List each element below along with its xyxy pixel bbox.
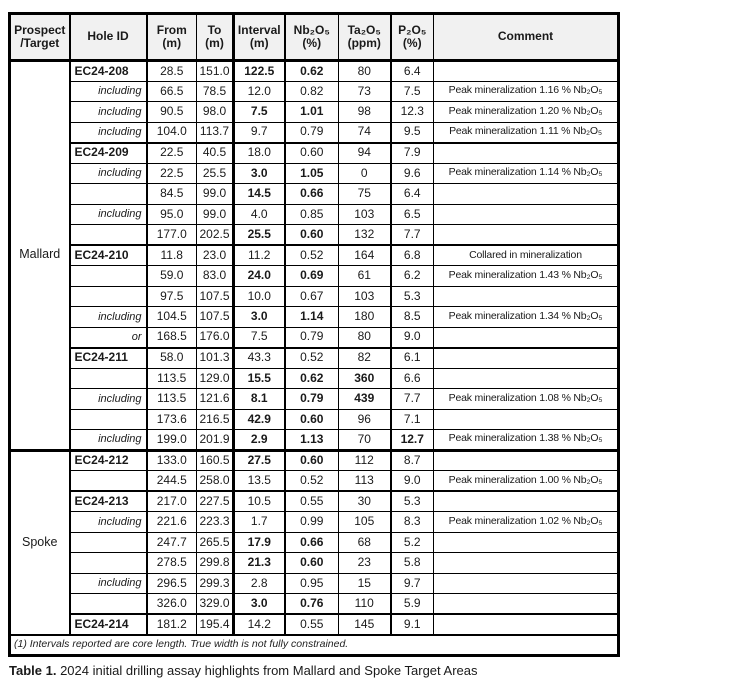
to-cell: 160.5 [197, 450, 234, 471]
nb2o5-cell: 0.66 [285, 532, 339, 553]
interval-cell: 2.8 [234, 573, 285, 594]
nb2o5-cell: 0.79 [285, 327, 339, 348]
hole-id-cell: EC24-210 [70, 245, 147, 266]
ta2o5-cell: 180 [339, 307, 391, 328]
from-cell: 113.5 [147, 368, 197, 389]
interval-cell: 25.5 [234, 225, 285, 246]
from-cell: 278.5 [147, 553, 197, 574]
to-cell: 40.5 [197, 143, 234, 164]
to-cell: 23.0 [197, 245, 234, 266]
ta2o5-cell: 145 [339, 614, 391, 635]
p2o5-cell: 9.6 [391, 163, 434, 184]
table-row [10, 553, 619, 574]
from-cell: 113.5 [147, 389, 197, 410]
interval-cell: 8.1 [234, 389, 285, 410]
interval-cell: 9.7 [234, 122, 285, 143]
ta2o5-cell: 164 [339, 245, 391, 266]
p2o5-cell: 5.3 [391, 491, 434, 512]
nb2o5-cell: 0.60 [285, 450, 339, 471]
comment-cell: Peak mineralization 1.34 % Nb₂O₅ [434, 307, 619, 328]
to-cell: 113.7 [197, 122, 234, 143]
nb2o5-cell: 1.01 [285, 102, 339, 123]
qualifier-cell [70, 409, 147, 430]
to-cell: 227.5 [197, 491, 234, 512]
ta2o5-cell: 94 [339, 143, 391, 164]
table-row [10, 163, 619, 184]
interval-cell: 27.5 [234, 450, 285, 471]
from-cell: 173.6 [147, 409, 197, 430]
header-hole-id [70, 14, 147, 61]
hole-id-cell: EC24-211 [70, 348, 147, 369]
ta2o5-cell: 75 [339, 184, 391, 205]
from-cell: 221.6 [147, 512, 197, 533]
ta2o5-cell: 15 [339, 573, 391, 594]
qualifier-cell [70, 532, 147, 553]
comment-cell [434, 450, 619, 471]
ta2o5-cell: 360 [339, 368, 391, 389]
comment-cell [434, 143, 619, 164]
comment-cell: Peak mineralization 1.43 % Nb₂O₅ [434, 266, 619, 287]
interval-cell: 7.5 [234, 327, 285, 348]
qualifier-cell: including [70, 430, 147, 451]
nb2o5-cell: 0.66 [285, 184, 339, 205]
prospect-group-cell: Mallard [10, 61, 70, 451]
ta2o5-cell: 80 [339, 61, 391, 82]
table-row [10, 307, 619, 328]
header-prospect-line2: /Target [20, 36, 60, 50]
interval-cell: 17.9 [234, 532, 285, 553]
nb2o5-cell: 0.95 [285, 573, 339, 594]
table-row [10, 348, 619, 369]
header-interval-line2: (m) [249, 36, 269, 50]
p2o5-cell: 9.1 [391, 614, 434, 635]
ta2o5-cell: 30 [339, 491, 391, 512]
to-cell: 258.0 [197, 471, 234, 492]
p2o5-cell: 9.0 [391, 471, 434, 492]
hole-id-cell: EC24-208 [70, 61, 147, 82]
table-row [10, 409, 619, 430]
p2o5-cell: 6.1 [391, 348, 434, 369]
comment-cell [434, 573, 619, 594]
table-row [10, 368, 619, 389]
ta2o5-cell: 61 [339, 266, 391, 287]
table-row [10, 184, 619, 205]
assay-table-container [8, 12, 620, 657]
header-ta2o5-line2: (ppm) [347, 36, 381, 50]
footnote-text: (1) Intervals reported are core length. True width is not fully constrained. [10, 635, 619, 656]
qualifier-cell: including [70, 512, 147, 533]
from-cell: 104.5 [147, 307, 197, 328]
p2o5-cell: 6.8 [391, 245, 434, 266]
nb2o5-cell: 0.52 [285, 471, 339, 492]
interval-cell: 1.7 [234, 512, 285, 533]
comment-cell: Peak mineralization 1.11 % Nb₂O₅ [434, 122, 619, 143]
from-cell: 22.5 [147, 143, 197, 164]
to-cell: 195.4 [197, 614, 234, 635]
comment-cell: Peak mineralization 1.38 % Nb₂O₅ [434, 430, 619, 451]
to-cell: 176.0 [197, 327, 234, 348]
ta2o5-cell: 80 [339, 327, 391, 348]
interval-cell: 15.5 [234, 368, 285, 389]
to-cell: 299.3 [197, 573, 234, 594]
qualifier-cell [70, 594, 147, 615]
comment-cell: Peak mineralization 1.14 % Nb₂O₅ [434, 163, 619, 184]
table-row [10, 143, 619, 164]
comment-cell: Collared in mineralization [434, 245, 619, 266]
header-ta2o5-line1: Ta₂O₅ [347, 22, 381, 37]
ta2o5-cell: 439 [339, 389, 391, 410]
from-cell: 168.5 [147, 327, 197, 348]
header-ta2o5 [339, 14, 391, 61]
from-cell: 28.5 [147, 61, 197, 82]
p2o5-cell: 5.3 [391, 286, 434, 307]
table-row [10, 81, 619, 102]
qualifier-cell: including [70, 102, 147, 123]
interval-cell: 10.5 [234, 491, 285, 512]
p2o5-cell: 12.7 [391, 430, 434, 451]
nb2o5-cell: 0.60 [285, 225, 339, 246]
p2o5-cell: 6.4 [391, 184, 434, 205]
table-row [10, 573, 619, 594]
hole-id-cell: EC24-213 [70, 491, 147, 512]
header-prospect-line1: Prospect [14, 22, 66, 37]
table-row [10, 532, 619, 553]
table-row [10, 512, 619, 533]
table-row [10, 430, 619, 451]
p2o5-cell: 6.4 [391, 61, 434, 82]
interval-cell: 3.0 [234, 163, 285, 184]
to-cell: 121.6 [197, 389, 234, 410]
from-cell: 22.5 [147, 163, 197, 184]
from-cell: 59.0 [147, 266, 197, 287]
ta2o5-cell: 23 [339, 553, 391, 574]
to-cell: 223.3 [197, 512, 234, 533]
interval-cell: 4.0 [234, 204, 285, 225]
p2o5-cell: 8.5 [391, 307, 434, 328]
header-from-line1: From [156, 22, 187, 37]
qualifier-cell [70, 225, 147, 246]
to-cell: 99.0 [197, 204, 234, 225]
interval-cell: 21.3 [234, 553, 285, 574]
comment-cell [434, 204, 619, 225]
ta2o5-cell: 103 [339, 286, 391, 307]
header-from [147, 14, 197, 61]
nb2o5-cell: 0.85 [285, 204, 339, 225]
qualifier-cell: including [70, 122, 147, 143]
nb2o5-cell: 0.82 [285, 81, 339, 102]
p2o5-cell: 6.2 [391, 266, 434, 287]
nb2o5-cell: 1.14 [285, 307, 339, 328]
table-caption [9, 663, 478, 678]
from-cell: 97.5 [147, 286, 197, 307]
qualifier-cell [70, 286, 147, 307]
comment-cell: Peak mineralization 1.00 % Nb₂O₅ [434, 471, 619, 492]
qualifier-cell: or [70, 327, 147, 348]
nb2o5-cell: 0.55 [285, 491, 339, 512]
p2o5-cell: 5.9 [391, 594, 434, 615]
nb2o5-cell: 0.79 [285, 122, 339, 143]
interval-cell: 122.5 [234, 61, 285, 82]
header-interval-line1: Interval [237, 22, 281, 37]
qualifier-cell: including [70, 307, 147, 328]
interval-cell: 3.0 [234, 307, 285, 328]
ta2o5-cell: 132 [339, 225, 391, 246]
to-cell: 299.8 [197, 553, 234, 574]
interval-cell: 12.0 [234, 81, 285, 102]
p2o5-cell: 5.2 [391, 532, 434, 553]
nb2o5-cell: 0.52 [285, 348, 339, 369]
p2o5-cell: 12.3 [391, 102, 434, 123]
table-row [10, 594, 619, 615]
interval-cell: 24.0 [234, 266, 285, 287]
header-to [197, 14, 234, 61]
table-row [10, 471, 619, 492]
ta2o5-cell: 70 [339, 430, 391, 451]
comment-cell [434, 286, 619, 307]
prospect-group-cell: Spoke [10, 450, 70, 635]
from-cell: 247.7 [147, 532, 197, 553]
comment-cell: Peak mineralization 1.02 % Nb₂O₅ [434, 512, 619, 533]
table-row [10, 122, 619, 143]
to-cell: 265.5 [197, 532, 234, 553]
footnote-row [10, 635, 619, 656]
qualifier-cell: including [70, 389, 147, 410]
from-cell: 104.0 [147, 122, 197, 143]
header-comment [434, 14, 619, 61]
from-cell: 217.0 [147, 491, 197, 512]
nb2o5-cell: 0.60 [285, 409, 339, 430]
hole-id-cell: EC24-212 [70, 450, 147, 471]
p2o5-cell: 9.0 [391, 327, 434, 348]
nb2o5-cell: 0.69 [285, 266, 339, 287]
ta2o5-cell: 68 [339, 532, 391, 553]
ta2o5-cell: 73 [339, 81, 391, 102]
interval-cell: 43.3 [234, 348, 285, 369]
p2o5-cell: 5.8 [391, 553, 434, 574]
p2o5-cell: 7.5 [391, 81, 434, 102]
p2o5-cell: 6.5 [391, 204, 434, 225]
to-cell: 83.0 [197, 266, 234, 287]
header-nb2o5-line2: (%) [302, 36, 322, 50]
interval-cell: 14.5 [234, 184, 285, 205]
table-row [10, 286, 619, 307]
qualifier-cell: including [70, 204, 147, 225]
to-cell: 78.5 [197, 81, 234, 102]
to-cell: 216.5 [197, 409, 234, 430]
header-hole-id-label: Hole ID [87, 29, 129, 44]
to-cell: 99.0 [197, 184, 234, 205]
table-row [10, 327, 619, 348]
nb2o5-cell: 0.52 [285, 245, 339, 266]
ta2o5-cell: 96 [339, 409, 391, 430]
comment-cell [434, 553, 619, 574]
header-row [10, 14, 619, 61]
p2o5-cell: 9.5 [391, 122, 434, 143]
nb2o5-cell: 0.60 [285, 143, 339, 164]
from-cell: 58.0 [147, 348, 197, 369]
nb2o5-cell: 1.05 [285, 163, 339, 184]
table-row [10, 102, 619, 123]
nb2o5-cell: 0.79 [285, 389, 339, 410]
ta2o5-cell: 112 [339, 450, 391, 471]
assay-table [8, 12, 620, 657]
from-cell: 326.0 [147, 594, 197, 615]
ta2o5-cell: 113 [339, 471, 391, 492]
table-caption-text: 2024 initial drilling assay highlights from Mallard and Spoke Target Areas [56, 663, 478, 678]
header-p2o5-line1: P₂O₅ [398, 22, 427, 37]
header-nb2o5-line1: Nb₂O₅ [293, 22, 330, 37]
interval-cell: 2.9 [234, 430, 285, 451]
comment-cell [434, 348, 619, 369]
from-cell: 199.0 [147, 430, 197, 451]
qualifier-cell [70, 184, 147, 205]
qualifier-cell: including [70, 81, 147, 102]
comment-cell [434, 614, 619, 635]
interval-cell: 14.2 [234, 614, 285, 635]
interval-cell: 3.0 [234, 594, 285, 615]
to-cell: 129.0 [197, 368, 234, 389]
table-row [10, 245, 619, 266]
p2o5-cell: 7.7 [391, 389, 434, 410]
qualifier-cell [70, 553, 147, 574]
comment-cell [434, 368, 619, 389]
ta2o5-cell: 110 [339, 594, 391, 615]
from-cell: 133.0 [147, 450, 197, 471]
comment-cell: Peak mineralization 1.20 % Nb₂O₅ [434, 102, 619, 123]
from-cell: 84.5 [147, 184, 197, 205]
table-row [10, 61, 619, 82]
table-row [10, 614, 619, 635]
p2o5-cell: 8.7 [391, 450, 434, 471]
header-from-line2: (m) [162, 36, 182, 50]
header-nb2o5 [285, 14, 339, 61]
comment-cell: Peak mineralization 1.08 % Nb₂O₅ [434, 389, 619, 410]
from-cell: 90.5 [147, 102, 197, 123]
header-interval [234, 14, 285, 61]
from-cell: 66.5 [147, 81, 197, 102]
ta2o5-cell: 82 [339, 348, 391, 369]
interval-cell: 18.0 [234, 143, 285, 164]
to-cell: 98.0 [197, 102, 234, 123]
comment-cell [434, 594, 619, 615]
to-cell: 25.5 [197, 163, 234, 184]
comment-cell [434, 61, 619, 82]
table-row [10, 225, 619, 246]
qualifier-cell [70, 471, 147, 492]
qualifier-cell: including [70, 163, 147, 184]
qualifier-cell [70, 368, 147, 389]
to-cell: 202.5 [197, 225, 234, 246]
header-p2o5-line2: (%) [402, 36, 422, 50]
header-to-line2: (m) [205, 36, 224, 50]
table-row [10, 266, 619, 287]
interval-cell: 42.9 [234, 409, 285, 430]
header-prospect-target [10, 14, 70, 61]
nb2o5-cell: 1.13 [285, 430, 339, 451]
nb2o5-cell: 0.62 [285, 368, 339, 389]
nb2o5-cell: 0.62 [285, 61, 339, 82]
interval-cell: 13.5 [234, 471, 285, 492]
to-cell: 151.0 [197, 61, 234, 82]
nb2o5-cell: 0.99 [285, 512, 339, 533]
nb2o5-cell: 0.76 [285, 594, 339, 615]
header-p2o5 [391, 14, 434, 61]
nb2o5-cell: 0.67 [285, 286, 339, 307]
from-cell: 296.5 [147, 573, 197, 594]
ta2o5-cell: 98 [339, 102, 391, 123]
qualifier-cell [70, 266, 147, 287]
hole-id-cell: EC24-214 [70, 614, 147, 635]
comment-cell [434, 225, 619, 246]
ta2o5-cell: 0 [339, 163, 391, 184]
to-cell: 329.0 [197, 594, 234, 615]
table-row [10, 491, 619, 512]
interval-cell: 11.2 [234, 245, 285, 266]
ta2o5-cell: 105 [339, 512, 391, 533]
comment-cell [434, 409, 619, 430]
comment-cell [434, 327, 619, 348]
p2o5-cell: 7.1 [391, 409, 434, 430]
header-comment-label: Comment [497, 29, 554, 44]
ta2o5-cell: 103 [339, 204, 391, 225]
assay-table-body [10, 61, 619, 635]
p2o5-cell: 7.9 [391, 143, 434, 164]
interval-cell: 10.0 [234, 286, 285, 307]
p2o5-cell: 9.7 [391, 573, 434, 594]
from-cell: 181.2 [147, 614, 197, 635]
to-cell: 107.5 [197, 286, 234, 307]
qualifier-cell: including [70, 573, 147, 594]
nb2o5-cell: 0.55 [285, 614, 339, 635]
from-cell: 95.0 [147, 204, 197, 225]
header-to-line1: To [207, 22, 222, 37]
to-cell: 101.3 [197, 348, 234, 369]
from-cell: 244.5 [147, 471, 197, 492]
ta2o5-cell: 74 [339, 122, 391, 143]
comment-cell [434, 532, 619, 553]
table-row [10, 204, 619, 225]
hole-id-cell: EC24-209 [70, 143, 147, 164]
p2o5-cell: 7.7 [391, 225, 434, 246]
from-cell: 177.0 [147, 225, 197, 246]
table-row [10, 389, 619, 410]
comment-cell [434, 491, 619, 512]
assay-table-header [10, 14, 619, 61]
p2o5-cell: 6.6 [391, 368, 434, 389]
to-cell: 201.9 [197, 430, 234, 451]
nb2o5-cell: 0.60 [285, 553, 339, 574]
interval-cell: 7.5 [234, 102, 285, 123]
table-row [10, 450, 619, 471]
to-cell: 107.5 [197, 307, 234, 328]
comment-cell [434, 184, 619, 205]
from-cell: 11.8 [147, 245, 197, 266]
p2o5-cell: 8.3 [391, 512, 434, 533]
comment-cell: Peak mineralization 1.16 % Nb₂O₅ [434, 81, 619, 102]
table-caption-label: Table 1. [9, 663, 57, 678]
